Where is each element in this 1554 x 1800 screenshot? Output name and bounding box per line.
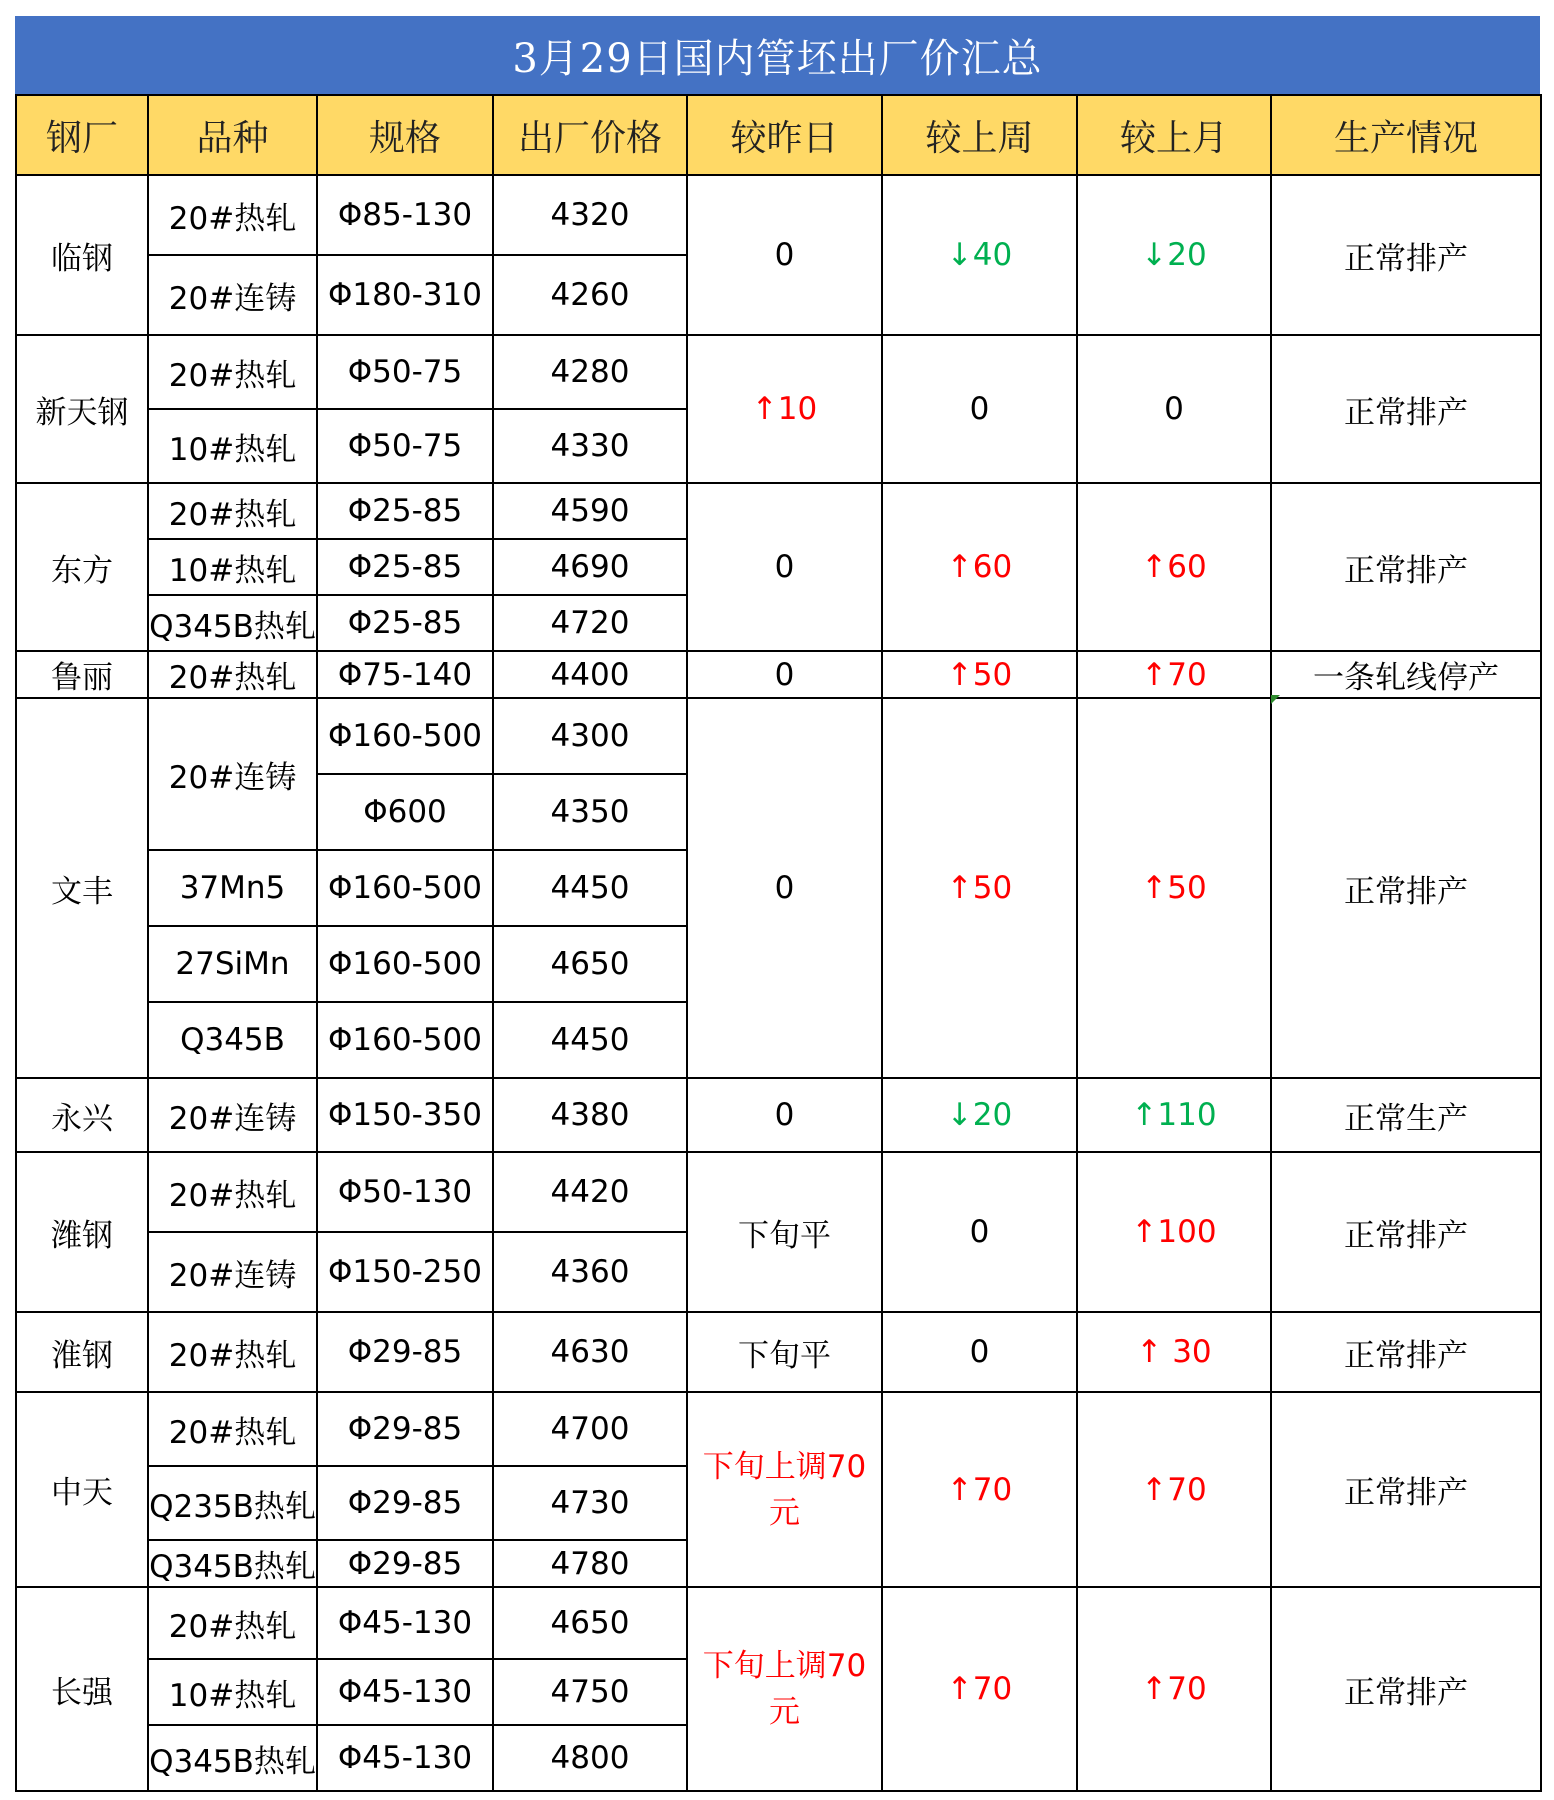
grade-cell: Q345B热轧: [148, 595, 317, 651]
vs-last-week-cell: ↑70: [882, 1587, 1077, 1791]
vs-last-month-cell: ↑100: [1077, 1152, 1271, 1312]
spec-cell: Φ25-85: [317, 539, 493, 595]
grade-cell: 20#热轧: [148, 1312, 317, 1392]
spec-cell: Φ160-500: [317, 1002, 493, 1078]
price-cell: 4330: [493, 409, 687, 483]
table-row: [16, 1312, 1541, 1392]
vs-yesterday-cell: 0: [687, 698, 882, 1078]
spec-cell: Φ45-130: [317, 1659, 493, 1725]
price-cell: 4650: [493, 926, 687, 1002]
spec-cell: Φ160-500: [317, 850, 493, 926]
vs-yesterday-cell: 0: [687, 651, 882, 698]
vs-last-month-cell: ↑110: [1077, 1078, 1271, 1152]
grade-cell: 27SiMn: [148, 926, 317, 1002]
spec-cell: Φ29-85: [317, 1312, 493, 1392]
spec-cell: Φ45-130: [317, 1587, 493, 1659]
price-cell: 4650: [493, 1587, 687, 1659]
header-grade: 品种: [148, 95, 317, 175]
vs-yesterday-cell: 0: [687, 175, 882, 335]
vs-last-month-cell: ↑ 30: [1077, 1312, 1271, 1392]
price-cell: 4450: [493, 1002, 687, 1078]
spec-cell: Φ50-130: [317, 1152, 493, 1232]
vs-last-month-cell: ↑70: [1077, 651, 1271, 698]
grade-cell: 10#热轧: [148, 409, 317, 483]
header-vs-last-month: 较上月: [1077, 95, 1271, 175]
production-status-cell: 正常排产: [1271, 1312, 1541, 1392]
price-cell: 4730: [493, 1466, 687, 1540]
mill-cell: 文丰: [16, 698, 148, 1078]
vs-last-week-cell: ↓20: [882, 1078, 1077, 1152]
vs-last-week-cell: ↑70: [882, 1392, 1077, 1587]
mill-cell: 潍钢: [16, 1152, 148, 1312]
spec-cell: Φ600: [317, 774, 493, 850]
mill-cell: 临钢: [16, 175, 148, 335]
vs-last-week-cell: ↓40: [882, 175, 1077, 335]
table-row: [16, 651, 1541, 698]
price-cell: 4690: [493, 539, 687, 595]
vs-last-week-cell: ↑50: [882, 698, 1077, 1078]
price-cell: 4350: [493, 774, 687, 850]
header-mill: 钢厂: [16, 95, 148, 175]
table-row: [16, 1392, 1541, 1466]
spec-cell: Φ160-500: [317, 698, 493, 774]
grade-cell: 20#连铸: [148, 698, 317, 850]
vs-last-month-cell: ↑70: [1077, 1392, 1271, 1587]
spec-cell: Φ180-310: [317, 255, 493, 335]
spec-cell: Φ75-140: [317, 651, 493, 698]
price-cell: 4420: [493, 1152, 687, 1232]
table-row: [16, 698, 1541, 774]
table-row: [16, 483, 1541, 539]
price-cell: 4360: [493, 1232, 687, 1312]
price-cell: 4260: [493, 255, 687, 335]
spec-cell: Φ25-85: [317, 595, 493, 651]
header-spec: 规格: [317, 95, 493, 175]
vs-yesterday-cell: 0: [687, 483, 882, 651]
production-status-cell: 正常排产: [1271, 1587, 1541, 1791]
spec-cell: Φ150-250: [317, 1232, 493, 1312]
grade-cell: 20#热轧: [148, 1152, 317, 1232]
production-status-cell: 正常排产: [1271, 1152, 1541, 1312]
grade-cell: 20#热轧: [148, 175, 317, 255]
grade-cell: 20#连铸: [148, 255, 317, 335]
header-vs-yesterday: 较昨日: [687, 95, 882, 175]
price-cell: 4400: [493, 651, 687, 698]
header-price: 出厂价格: [493, 95, 687, 175]
mill-cell: 新天钢: [16, 335, 148, 483]
mill-cell: 中天: [16, 1392, 148, 1587]
table-row: [16, 175, 1541, 255]
mill-cell: 鲁丽: [16, 651, 148, 698]
grade-cell: 37Mn5: [148, 850, 317, 926]
grade-cell: 20#连铸: [148, 1232, 317, 1312]
price-cell: 4800: [493, 1725, 687, 1791]
spec-cell: Φ85-130: [317, 175, 493, 255]
price-cell: 4450: [493, 850, 687, 926]
sheet-title: 3月29日国内管坯出厂价汇总: [15, 16, 1540, 94]
grade-cell: 20#热轧: [148, 483, 317, 539]
price-cell: 4720: [493, 595, 687, 651]
grade-cell: 20#热轧: [148, 1392, 317, 1466]
table-body: [16, 175, 1541, 1791]
grade-cell: Q345B热轧: [148, 1725, 317, 1791]
mill-cell: 长强: [16, 1587, 148, 1791]
header-vs-last-week: 较上周: [882, 95, 1077, 175]
spec-cell: Φ45-130: [317, 1725, 493, 1791]
price-cell: 4780: [493, 1540, 687, 1587]
grade-cell: Q345B热轧: [148, 1540, 317, 1587]
vs-yesterday-cell: 下旬平: [687, 1152, 882, 1312]
vs-last-week-cell: ↑60: [882, 483, 1077, 651]
table-row: [16, 1152, 1541, 1232]
vs-last-month-cell: ↑50: [1077, 698, 1271, 1078]
header-production-status: 生产情况: [1271, 95, 1541, 175]
price-cell: 4320: [493, 175, 687, 255]
price-cell: 4380: [493, 1078, 687, 1152]
vs-last-week-cell: 0: [882, 1312, 1077, 1392]
grade-cell: 20#热轧: [148, 335, 317, 409]
vs-last-week-cell: 0: [882, 1152, 1077, 1312]
mill-cell: 东方: [16, 483, 148, 651]
vs-yesterday-cell: 下旬平: [687, 1312, 882, 1392]
production-status-cell: 正常生产: [1271, 1078, 1541, 1152]
production-status-cell: 正常排产: [1271, 335, 1541, 483]
production-status-cell: 正常排产: [1271, 698, 1541, 1078]
spec-cell: Φ25-85: [317, 483, 493, 539]
production-status-cell: 正常排产: [1271, 483, 1541, 651]
price-cell: 4630: [493, 1312, 687, 1392]
price-cell: 4300: [493, 698, 687, 774]
vs-last-month-cell: ↓20: [1077, 175, 1271, 335]
table-row: [16, 335, 1541, 409]
spec-cell: Φ50-75: [317, 409, 493, 483]
mill-cell: 淮钢: [16, 1312, 148, 1392]
vs-last-week-cell: 0: [882, 335, 1077, 483]
price-cell: 4700: [493, 1392, 687, 1466]
production-status-cell: 正常排产: [1271, 1392, 1541, 1587]
mill-cell: 永兴: [16, 1078, 148, 1152]
grade-cell: 20#热轧: [148, 1587, 317, 1659]
vs-last-month-cell: 0: [1077, 335, 1271, 483]
grade-cell: 10#热轧: [148, 539, 317, 595]
grade-cell: 20#连铸: [148, 1078, 317, 1152]
vs-yesterday-cell: 0: [687, 1078, 882, 1152]
grade-cell: Q345B: [148, 1002, 317, 1078]
table-row: [16, 1078, 1541, 1152]
vs-yesterday-cell: ↑10: [687, 335, 882, 483]
table-row: [16, 1587, 1541, 1659]
spec-cell: Φ150-350: [317, 1078, 493, 1152]
spec-cell: Φ50-75: [317, 335, 493, 409]
vs-yesterday-cell: 下旬上调70元: [687, 1587, 882, 1791]
price-cell: 4280: [493, 335, 687, 409]
price-cell: 4590: [493, 483, 687, 539]
grade-cell: 10#热轧: [148, 1659, 317, 1725]
cell-comment-indicator: [1271, 695, 1280, 704]
price-cell: 4750: [493, 1659, 687, 1725]
production-status-cell: 一条轧线停产: [1271, 651, 1541, 698]
header-row: [16, 95, 1541, 175]
vs-last-week-cell: ↑50: [882, 651, 1077, 698]
vs-last-month-cell: ↑60: [1077, 483, 1271, 651]
spec-cell: Φ160-500: [317, 926, 493, 1002]
spec-cell: Φ29-85: [317, 1392, 493, 1466]
production-status-cell: 正常排产: [1271, 175, 1541, 335]
grade-cell: 20#热轧: [148, 651, 317, 698]
price-table: [15, 94, 1542, 1792]
vs-last-month-cell: ↑70: [1077, 1587, 1271, 1791]
vs-yesterday-cell: 下旬上调70元: [687, 1392, 882, 1587]
spec-cell: Φ29-85: [317, 1540, 493, 1587]
spec-cell: Φ29-85: [317, 1466, 493, 1540]
grade-cell: Q235B热轧: [148, 1466, 317, 1540]
